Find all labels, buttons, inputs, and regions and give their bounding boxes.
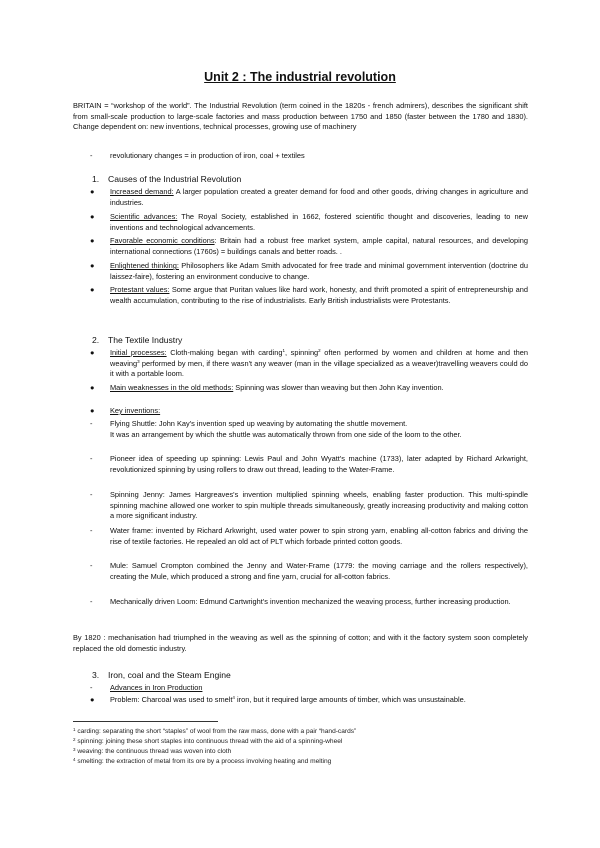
sub-heading-item xyxy=(90,683,528,694)
bullet-icon: ● xyxy=(90,187,95,196)
bullet-icon: ● xyxy=(90,348,95,357)
invention-item: - Spinning Jenny: James Hargreaves's invention multiplied spinning wheels, enabling faster production. This multi-spindle spinning machine allowed one worker to spin multiple threads simultaneously, greatly increasing productivity and making cotton a more significant industry. xyxy=(90,490,528,521)
footnote-ref: 3 xyxy=(137,358,140,364)
item-text: A larger population created a greater demand for food and other goods, driving changes in agriculture and industries. xyxy=(110,187,528,207)
bullet-icon: ● xyxy=(90,383,95,392)
item-text: Philosophers like Adam Smith advocated for free trade and minimal government intervention (doctrine du laissez-faire), fostering an environment conducive to change. xyxy=(110,261,528,281)
invention-item: - Water frame: invented by Richard Arkwright, used water power to spin strong yarn, enabling all-cotton fabrics and driving the rise of textile factories. He repealed an old act of PLT which forbade printed cotton goods. xyxy=(90,526,528,546)
section-title: Iron, coal and the Steam Engine xyxy=(108,670,231,680)
footnote-ref: 2 xyxy=(318,348,321,353)
section-2-heading xyxy=(92,335,182,346)
bullet-icon: ● xyxy=(90,695,95,704)
section-number: 1. xyxy=(92,174,100,184)
item-label: Favorable economic conditions xyxy=(110,236,215,245)
footnote: $^4$ smelting: the extraction of metal from its ore by a process involving heating and melting xyxy=(73,757,332,765)
intro-dash-item xyxy=(90,151,528,162)
intro-paragraph: BRITAIN = “workshop of the world”. The Industrial Revolution (term coined in the 1820s - french admirers), describes the significant shift from small-scale production to large-scale factories and mass production between 1750 and 1850 (faster between the 1780 and 1830). Change dependent on: new inventions, technical processes, growing use of machinery xyxy=(73,101,528,132)
section-number: 3. xyxy=(92,670,100,680)
section-number: 2. xyxy=(92,335,100,345)
list-item xyxy=(90,261,528,282)
invention-item: - Mule: Samuel Crompton combined the Jenny and Water-Frame (1779: the moving carriage and the rollers respectively), creating the Mule, which produced a strong and fine yarn, crucial for all-cotton fabrics. xyxy=(90,561,528,581)
list-item xyxy=(90,212,528,233)
dash-marker: - xyxy=(90,490,93,499)
invention-item: - Flying Shuttle: John Kay's invention sped up weaving by automating the shuttle movement. It was an arrangement by which the shuttle was automatically thrown from one side of the loom to the other. xyxy=(90,419,462,439)
footnote: $^3$ weaving: the continuous thread was woven into cloth xyxy=(73,747,232,755)
page-title: Unit 2 : The industrial revolution xyxy=(204,70,396,84)
list-item: ● Problem: Charcoal was used to smelt$^4$ iron, but it required large amounts of timber, which was unsustainable. xyxy=(90,695,466,704)
bullet-icon: ● xyxy=(90,236,95,245)
dash-marker: - xyxy=(90,683,93,692)
sub-heading: Advances in Iron Production xyxy=(110,683,203,692)
list-item xyxy=(90,285,528,306)
dash-marker: - xyxy=(90,526,93,535)
item-text: Some argue that Puritan values like hard work, honesty, and thrift promoted a spirit of entrepreneurship and wealth accumulation, contributing to the rise of industrialists. Early British industrialists were Protestants. xyxy=(110,285,528,305)
item-text: : Britain had a robust free market system, ample capital, natural resources, and developing international connections (1760s) = buildings canals and better roads. . xyxy=(110,236,528,256)
dash-marker: - xyxy=(90,454,93,463)
item-label: Initial processes: xyxy=(110,348,167,357)
list-item xyxy=(90,187,528,208)
dash-marker: - xyxy=(90,561,93,570)
summary-paragraph: By 1820 : mechanisation had triumphed in the weaving as well as the spinning of cotton; and with it the factory system soon completely replaced the old domestic industry. xyxy=(73,633,528,653)
list-item: ● Initial processes: Cloth-making began with carding$^1$, spinning$^2$ often performed by women and children at home and then weaving$^3$ performed by men, if there wasn't any weaver (man in the village specialized as a weaver)travelling weavers could do it with a portable loom. xyxy=(90,348,529,379)
invention-item: - Pioneer idea of speeding up spinning: Lewis Paul and John Wyatt's machine (1733), later adapted by Richard Arkwright, revolutionized spinning by using rollers to draw out thread, leading to the Water-Frame. xyxy=(90,454,528,474)
dash-marker: - xyxy=(90,597,93,606)
list-item xyxy=(90,236,528,257)
dash-marker: - xyxy=(90,151,93,160)
bullet-icon: ● xyxy=(90,406,95,415)
footnote: $^2$ spinning: joining these short staples into continuous thread with the aid of a spinning-wheel xyxy=(73,737,343,745)
item-label: Protestant values: xyxy=(110,285,170,294)
item-label: Increased demand: xyxy=(110,187,174,196)
item-label: Main weaknesses in the old methods: xyxy=(110,383,234,392)
footnote-ref: 4 xyxy=(232,695,235,700)
item-label: Scientific advances: xyxy=(110,212,178,221)
section-1-heading xyxy=(92,174,241,185)
invention-item: - Mechanically driven Loom: Edmund Cartwright's invention mechanized the weaving process, further increasing production. xyxy=(90,597,511,606)
item-text: Spinning was slower than weaving but then John Kay invention. xyxy=(233,383,444,392)
section-3-heading xyxy=(92,670,231,681)
intro-dash-text: revolutionary changes = in production of iron, coal + textiles xyxy=(110,151,305,160)
bullet-icon: ● xyxy=(90,212,95,221)
item-text: The Royal Society, established in 1662, fostered scientific thought and discoveries, leading to new inventions and technological advancements. xyxy=(110,212,528,232)
bullet-icon: ● xyxy=(90,285,95,294)
section-title: The Textile Industry xyxy=(108,335,183,345)
key-inventions-label: Key inventions: xyxy=(110,406,161,415)
footnote-ref: 1 xyxy=(282,348,285,353)
list-item xyxy=(90,383,528,394)
section-title: Causes of the Industrial Revolution xyxy=(108,174,242,184)
footnote-divider xyxy=(73,721,218,722)
list-item xyxy=(90,406,528,417)
bullet-icon: ● xyxy=(90,261,95,270)
item-label: Enlightened thinking: xyxy=(110,261,179,270)
invention-extra: It was an arrangement by which the shuttle was automatically thrown from one side of the loom to the other. xyxy=(110,429,462,439)
dash-marker: - xyxy=(90,419,93,428)
footnote: $^1$ carding: separating the short “staples” of wool from the raw mass, done with a pair “hand-cards” xyxy=(73,727,357,735)
